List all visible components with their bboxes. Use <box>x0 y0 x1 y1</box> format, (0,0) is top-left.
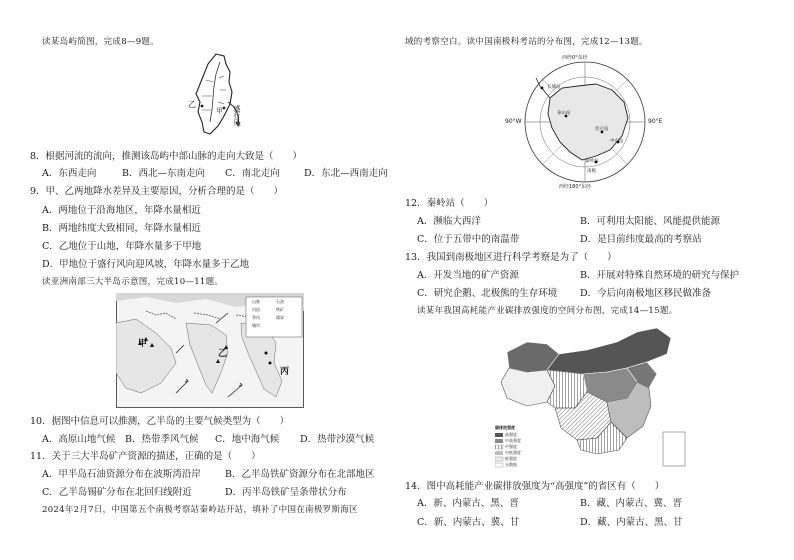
polar-label-top: 西经0°东经 <box>562 55 588 61</box>
q10-option-c[interactable]: C．地中海气候 <box>215 434 280 445</box>
polar-label-left: 90°W <box>505 118 522 125</box>
station-zhongshan: 中山站 <box>610 139 624 144</box>
map-legend-coal: 煤炭 <box>276 315 284 320</box>
q12-option-a[interactable]: A．濒临大西洋 <box>417 216 481 227</box>
q10-option-b[interactable]: B．热带季风气候 <box>125 434 199 445</box>
map-label-yi: 乙 <box>218 349 228 359</box>
q9-option-a[interactable]: A．两地位于沿海地区，年降水量相近 <box>42 205 201 216</box>
china-legend-title: 碳排放强度 <box>495 425 515 430</box>
station-qinling: 秦岭站 <box>585 159 599 164</box>
map-legend-oil: 石油 <box>276 299 284 304</box>
intro-q8-9: 读某岛屿简图，完成8—9题。 <box>42 37 160 47</box>
island-label-yi: 乙 <box>188 100 196 109</box>
map-legend-iron: 铁矿 <box>276 307 284 312</box>
q13-option-c[interactable]: C．研究企鹅、北极熊的生存环境 <box>417 288 558 299</box>
q14-option-b[interactable]: B．藏、内蒙古、冀、晋 <box>580 498 682 509</box>
q11-option-c[interactable]: C．乙半岛锡矿分布在北回归线附近 <box>42 487 192 498</box>
china-legend-high: 高强度 <box>505 432 517 437</box>
island-label-jia: 甲 <box>216 107 223 115</box>
station-changcheng: 长城站 <box>547 85 561 90</box>
polar-label-pole: 南极 <box>587 169 596 174</box>
map-legend-river: 河流 <box>252 307 260 312</box>
q10-option-a[interactable]: A．高原山地气候 <box>42 434 116 445</box>
map-label-jia: 甲 <box>138 339 148 349</box>
intro-q10-11: 读亚洲南部三大半岛示意图，完成10—11题。 <box>42 277 224 287</box>
station-taishan: 泰山站 <box>557 111 571 116</box>
q14-option-c[interactable]: C．新、内蒙古、冀、甘 <box>417 517 520 528</box>
q10-stem: 10．据图中信息可以推测，乙半岛的主要气候类型为（ ） <box>30 416 290 427</box>
q14-option-d[interactable]: D．藏、内蒙古、黑、甘 <box>580 517 683 528</box>
q13-option-b[interactable]: B．开展对特殊自然环境的研究与保护 <box>580 270 739 281</box>
q13-stem: 13．我国到南极地区进行科学考察是为了（ ） <box>405 252 617 263</box>
q12-option-d[interactable]: D．是目前纬度最高的考察站 <box>580 234 702 245</box>
china-legend-swatches <box>495 433 504 469</box>
q8-option-a[interactable]: A．东西走向 <box>42 168 97 179</box>
island-label-wind: 盛行风 <box>233 105 241 126</box>
q14-stem: 14．图中高耗能产业碳排放强度为“高强度”的省区有（ ） <box>405 481 665 492</box>
q11-option-a[interactable]: A．甲半岛石油资源分布在波斯湾沿岸 <box>42 469 201 480</box>
q9-option-b[interactable]: B．两地纬度大致相同，年降水量相近 <box>42 223 201 234</box>
china-legend-mid-low: 中低强度 <box>505 450 521 455</box>
china-legend-mid: 中强度 <box>505 444 517 449</box>
q12-option-b[interactable]: B．可利用太阳能、风能提供能源 <box>580 216 720 227</box>
q11-stem: 11．关于三大半岛矿产资源的描述，正确的是（ ） <box>30 451 261 462</box>
q12-option-c[interactable]: C．位于五带中的南温带 <box>417 234 520 245</box>
station-kunlun: 昆仑站 <box>595 127 609 132</box>
q8-option-d[interactable]: D．东北—西南走向 <box>304 168 388 179</box>
map-legend-city: 城市 <box>252 323 260 328</box>
polar-label-right: 90°E <box>648 118 663 125</box>
q8-option-c[interactable]: C．南北走向 <box>225 168 280 179</box>
q10-option-d[interactable]: D．热带沙漠气候 <box>300 434 375 445</box>
q11-option-b[interactable]: B．乙半岛铁矿资源分布在北部地区 <box>225 469 375 480</box>
antarctica-polar-map <box>500 55 670 188</box>
intro-q14-15: 读某年我国高耗能产业碳排放强度的空间分布图，完成14—15题。 <box>417 306 678 316</box>
q8-stem: 8．根据河流的流向，推测该岛屿中部山脉的走向大致是（ ） <box>30 151 303 162</box>
island-map <box>180 52 260 142</box>
china-legend-nodata: 无数据 <box>505 462 517 467</box>
map-legend-mountain: 山脉 <box>252 299 260 304</box>
map-legend-monsoon: 季风 <box>252 315 260 320</box>
q12-stem: 12．秦岭站（ ） <box>405 198 494 209</box>
china-legend-mid-high: 中高强度 <box>505 438 521 443</box>
intro-q12-13-continued: 域的考察空白。读中国南极科考站的分布图，完成12—13题。 <box>405 37 648 47</box>
intro-q12-13: 2024年2月7日，中国第五个南极考察站秦岭站开站，填补了中国在南极罗斯海区 <box>42 505 358 515</box>
q14-option-a[interactable]: A．新、内蒙古、黑、晋 <box>417 498 519 509</box>
china-legend-low: 低强度 <box>505 456 517 461</box>
q13-option-d[interactable]: D．今后向南极地区移民做准备 <box>580 288 712 299</box>
q9-option-d[interactable]: D．甲地位于盛行风向迎风坡，年降水量多于乙地 <box>42 259 250 270</box>
polar-label-bottom: 西经180°东经 <box>559 184 592 190</box>
map-label-bing: 丙 <box>280 367 290 377</box>
q9-option-c[interactable]: C．乙地位于山地，年降水量多于甲地 <box>42 241 202 252</box>
q9-stem: 9．甲、乙两地降水差异及主要原因，分析合理的是（ ） <box>30 186 284 197</box>
q13-option-a[interactable]: A．开发当地的矿产资源 <box>417 270 519 281</box>
q8-option-b[interactable]: B．西北—东南走向 <box>122 168 205 179</box>
q11-option-d[interactable]: D．丙半岛铁矿呈条带状分布 <box>225 487 347 498</box>
